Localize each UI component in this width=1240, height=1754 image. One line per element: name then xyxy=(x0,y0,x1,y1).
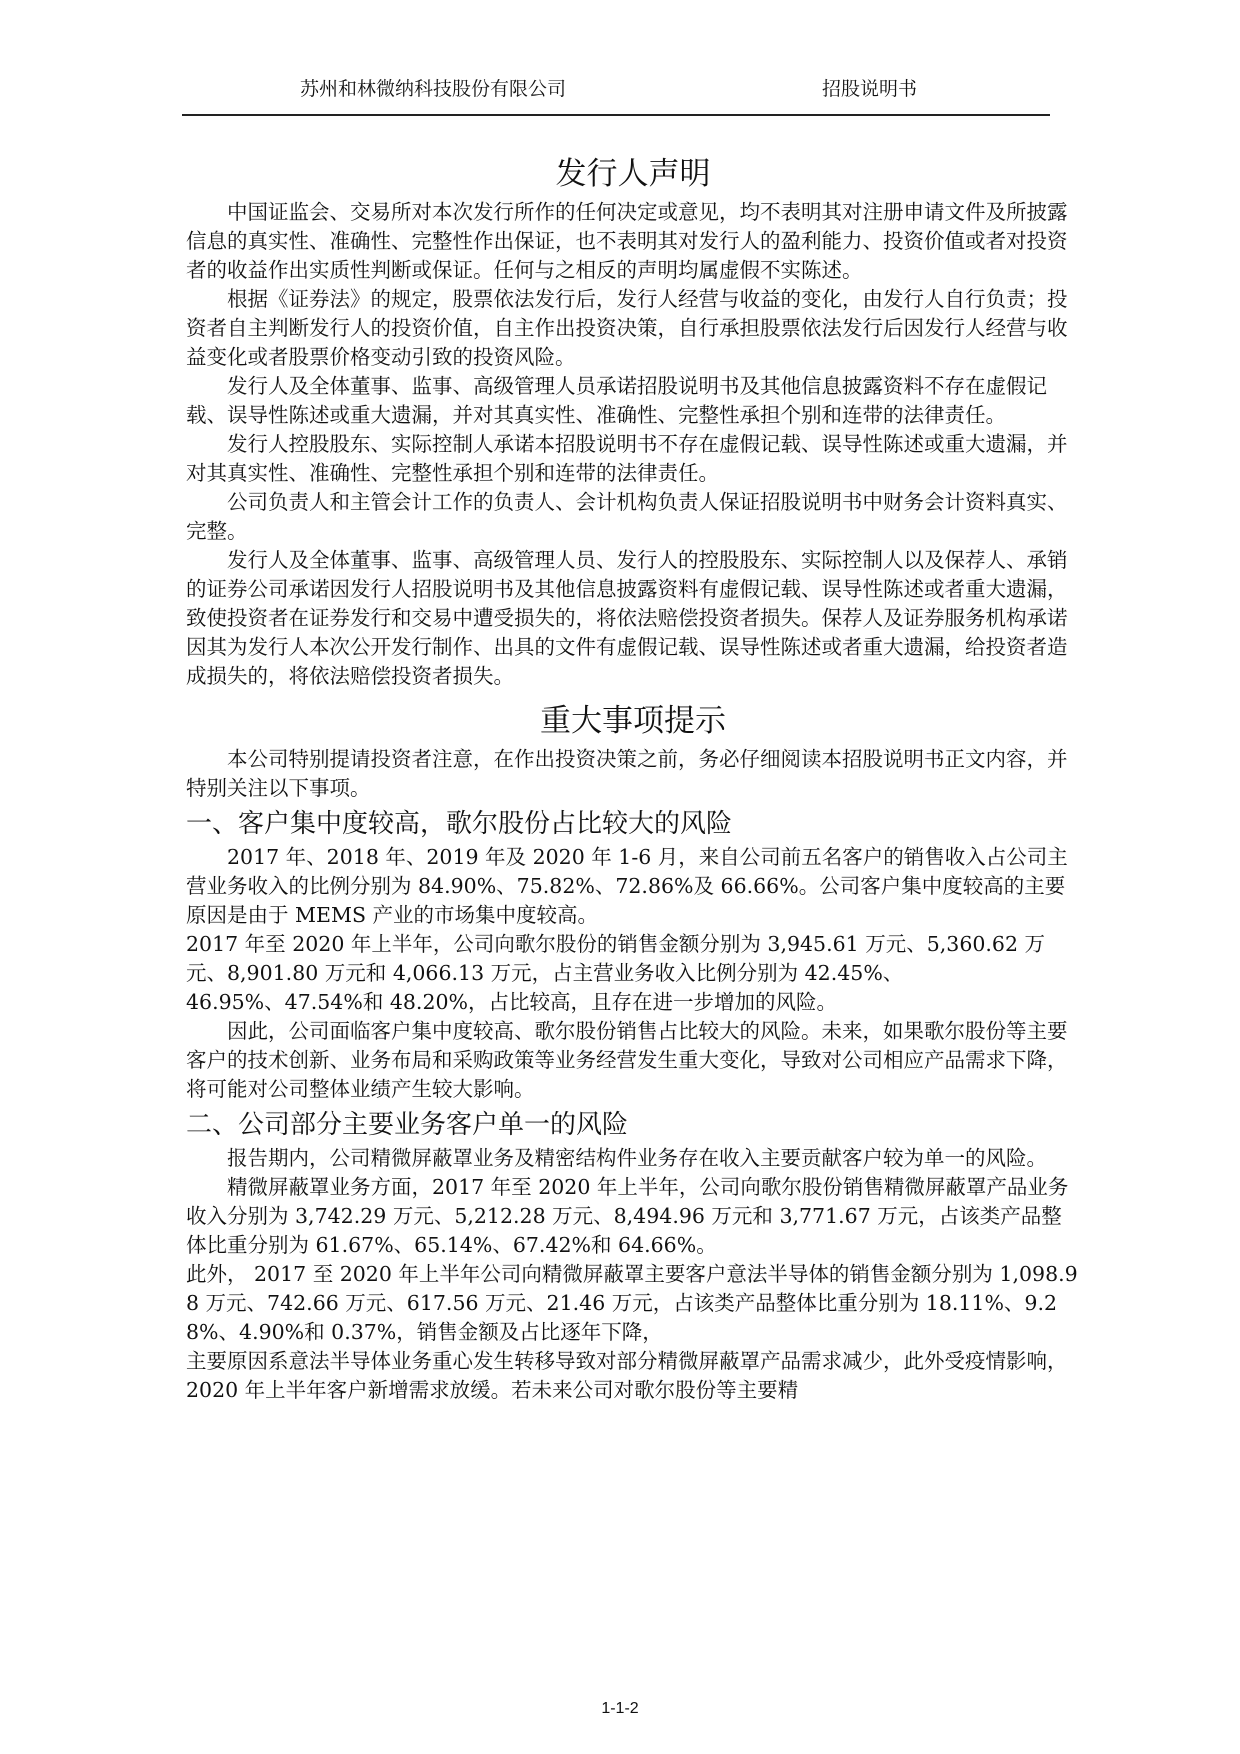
section2-paragraph: 精微屏蔽罩业务方面，2017 年至 2020 年上半年，公司向歌尔股份销售精微屏蔽罩产品业务收入分别为 3,742.29 万元、5,212.28 万元、8,494.96 万元和 3,771.67 万元，占该类产品整体比重分别为 61.67%、65.14%、67.42%和 64.66%。 xyxy=(186,1175,1069,1257)
section1-paragraph: 2017 年、2018 年、2019 年及 2020 年 1-6 月，来自公司前五名客户的销售收入占公司主营业务收入的比例分别为 84.90%、75.82%、72.86%及 66.66%。公司客户集中度较高的主要原因是由于 MEMS 产业的市场集中度较高。 xyxy=(186,845,1068,927)
issuer-statement-title: 发行人声明 xyxy=(555,156,711,192)
statement-paragraph: 发行人及全体董事、监事、高级管理人员承诺招股说明书及其他信息披露资料不存在虚假记载、误导性陈述或重大遗漏，并对其真实性、准确性、完整性承担个别和连带的法律责任。 xyxy=(186,374,1047,427)
section1-paragraph: 因此，公司面临客户集中度较高、歌尔股份销售占比较大的风险。未来，如果歌尔股份等主要客户的技术创新、业务布局和采购政策等业务经营发生重大变化，导致对公司相应产品需求下降，将可能对公司整体业绩产生较大影响。 xyxy=(186,1019,1068,1101)
major-matters-title: 重大事项提示 xyxy=(540,703,726,739)
statement-paragraph: 公司负责人和主管会计工作的负责人、会计机构负责人保证招股说明书中财务会计资料真实、完整。 xyxy=(186,490,1068,543)
section1-paragraph: 46.95%、47.54%和 48.20%，占比较高，且存在进一步增加的风险。 xyxy=(186,990,838,1014)
section-heading-customer-concentration: 一、客户集中度较高，歌尔股份占比较大的风险 xyxy=(186,809,733,839)
statement-paragraph: 中国证监会、交易所对本次发行所作的任何决定或意见，均不表明其对注册申请文件及所披露信息的真实性、准确性、完整性作出保证，也不表明其对发行人的盈利能力、投资价值或者对投资者的收益作出实质性判断或保证。任何与之相反的声明均属虚假不实陈述。 xyxy=(186,200,1068,282)
page-number: 1-1-2 xyxy=(601,1700,639,1717)
document-type: 招股说明书 xyxy=(822,78,918,100)
section-heading-single-customer: 二、公司部分主要业务客户单一的风险 xyxy=(186,1110,629,1140)
page-header xyxy=(182,70,1050,116)
major-matters-intro: 本公司特别提请投资者注意，在作出投资决策之前，务必仔细阅读本招股说明书正文内容，并特别关注以下事项。 xyxy=(186,747,1068,800)
statement-paragraph: 发行人控股股东、实际控制人承诺本招股说明书不存在虚假记载、误导性陈述或重大遗漏，并对其真实性、准确性、完整性承担个别和连带的法律责任。 xyxy=(186,432,1068,485)
section2-paragraph: 报告期内，公司精微屏蔽罩业务及精密结构件业务存在收入主要贡献客户较为单一的风险。 xyxy=(227,1146,1047,1170)
page-content xyxy=(186,150,1080,1405)
section2-paragraph: 此外， 2017 至 2020 年上半年公司向精微屏蔽罩主要客户意法半导体的销售金额分别为 1,098.98 万元、742.66 万元、617.56 万元、21.46 万元，占该类产品整体比重分别为 18.11%、9.28%、4.90%和 0.37%，销售金额及占比逐年下降， xyxy=(186,1262,1078,1344)
section1-paragraph: 2017 年至 2020 年上半年，公司向歌尔股份的销售金额分别为 3,945.61 万元、5,360.62 万元、8,901.80 万元和 4,066.13 万元，占主营业务收入比例分别为 42.45%、 xyxy=(186,932,1046,985)
statement-paragraph: 根据《证券法》的规定，股票依法发行后，发行人经营与收益的变化，由发行人自行负责；投资者自主判断发行人的投资价值，自主作出投资决策，自行承担股票依法发行后因发行人经营与收益变化或者股票价格变动引致的投资风险。 xyxy=(186,287,1068,369)
company-name: 苏州和林微纳科技股份有限公司 xyxy=(300,78,567,100)
statement-paragraph: 发行人及全体董事、监事、高级管理人员、发行人的控股股东、实际控制人以及保荐人、承销的证券公司承诺因发行人招股说明书及其他信息披露资料有虚假记载、误导性陈述或者重大遗漏，致使投资者在证券发行和交易中遭受损失的，将依法赔偿投资者损失。保荐人及证券服务机构承诺因其为发行人本次公开发行制作、出具的文件有虚假记载、误导性陈述或者重大遗漏，给投资者造成损失的，将依法赔偿投资者损失。 xyxy=(186,548,1068,688)
section2-paragraph: 主要原因系意法半导体业务重心发生转移导致对部分精微屏蔽罩产品需求减少，此外受疫情影响，2020 年上半年客户新增需求放缓。若未来公司对歌尔股份等主要精 xyxy=(186,1349,1068,1402)
